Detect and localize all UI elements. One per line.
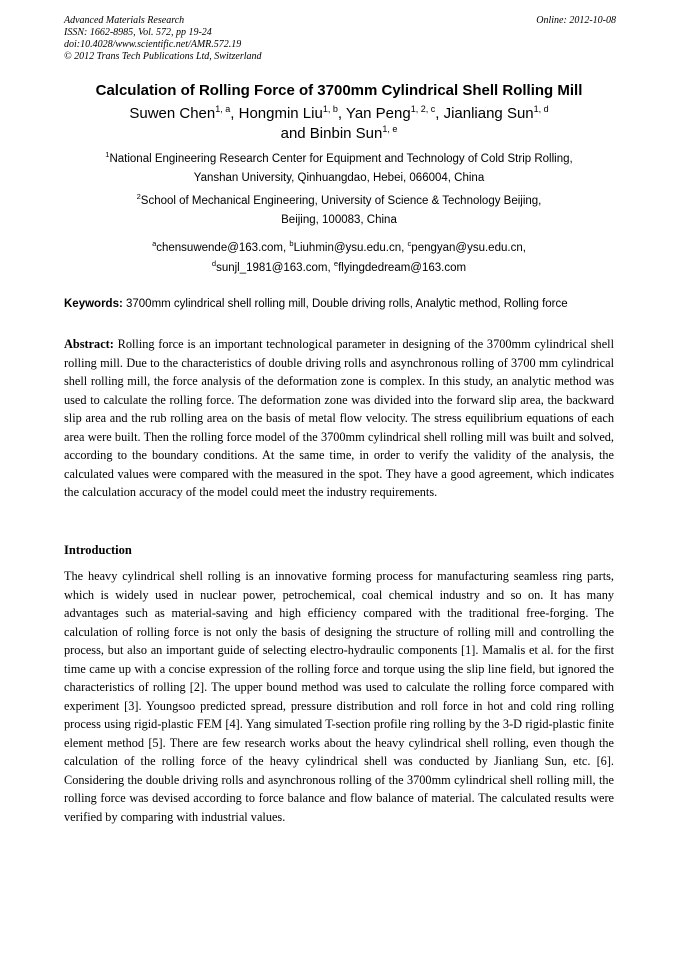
email[interactable]: $^c$pengyan@ysu.edu.cn — [407, 239, 523, 254]
introduction-text: The heavy cylindrical shell rolling is an innovative forming process for manufacturing seamless ring parts, which is widely used in nuclear power, petrochemical, coal chemical industry and so on. It has many advantages such as material-saving and high efficiency compared with the traditional free-forging. The calculation of rolling force is not only the basis of designing the structure of rolling mill and controlling the process, but also an important guide of selecting electro-hydraulic components [1]. Mamalis et al. for the first time came up with a concise expression of the rolling force and torque using the slip line field, but ignored the characteristics of rolling [2]. The upper bound method was used to calculate the rolling force compared with experiment [3]. Youngsoo predicted spread, pressure distribution and roll force in hot and cold ring rolling process using rigid-plastic FEM [4]. Yang simulated T-section profile ring rolling by the 3-D rigid-plastic finite element method [5]. There are few research works about the heavy cylindrical shell rolling, even though the calculation of the rolling force of the heavy cylindrical shell was conducted by Jianliang Sun, etc. [6]. Considering the double driving rolls and asynchronous rolling of the 3700mm cylindrical shell rolling mill, the rolling force was devised according to force balance and flow balance of material. The calculated results were verified by comparing with industrial values. — [64, 569, 614, 824]
introduction-heading: Introduction — [64, 543, 132, 557]
issn-line: ISSN: 1662-8985, Vol. 572, pp 19-24 — [64, 27, 212, 38]
copyright-line: © 2012 Trans Tech Publications Ltd, Switzerland — [64, 51, 262, 62]
author: Suwen Chen$^{1, a}$, — [129, 104, 239, 122]
affiliation-2: $^2$School of Mechanical Engineering, University of Science & Technology Beijing, Beijing, 100083, China — [136, 192, 542, 226]
email[interactable]: $^a$chensuwende@163.com — [152, 239, 284, 254]
author: Yan Peng$^{1, 2, c}$, — [345, 104, 444, 122]
keywords — [64, 296, 624, 312]
journal-name: Advanced Materials Research — [64, 15, 185, 26]
journal-header — [64, 15, 616, 63]
email-list: $^a$chensuwende@163.com, $^b$Liuhmin@ysu.edu.cn, $^c$pengyan@ysu.edu.cn, $^d$sunjl_1981@163.com, $^e$flyingdedream@163.com — [152, 239, 526, 274]
abstract — [64, 335, 614, 502]
paper-title: Calculation of Rolling Force of 3700mm Cylindrical Shell Rolling Mill — [95, 82, 583, 99]
abstract-label: Abstract: — [64, 337, 114, 351]
author-list — [60, 104, 618, 144]
online-date: Online: 2012-10-08 — [536, 15, 616, 26]
author: Jianliang Sun$^{1, d}$ — [443, 104, 549, 122]
affiliation-1: $^1$National Engineering Research Center for Equipment and Technology of Cold Strip Rolling, Yanshan University, Qinhuangdao, Hebei, 066004, China — [105, 150, 573, 184]
doi-line[interactable]: doi:10.4028/www.scientific.net/AMR.572.19 — [64, 39, 242, 50]
email[interactable]: $^e$flyingdedream@163.com — [333, 259, 467, 274]
abstract-text: Rolling force is an important technological parameter in designing of the 3700mm cylindrical shell rolling mill. Due to the characteristics of double driving rolls and asynchronous rolling of 3700 mm cylindrical shell rolling mill, the force analysis of the deformation zone is complex. In this study, an analytic method was used to calculate the rolling force. The deformation zone was divided into the forward slip area, the backward slip area and the rub rolling area on the basis of metal flow velocity. The stress equilibrium equations of each area were built. Then the rolling force model of the 3700mm cylindrical shell rolling mill was built and solved, according to the boundary conditions. At the same time, in order to verify the validity of the analysis, the calculated values were compared with the measured in the spot. They have a good agreement, which indicates the calculation accuracy of the model could meet the industry requirements. — [64, 337, 614, 499]
email[interactable]: $^d$sunjl_1981@163.com — [211, 259, 328, 274]
keywords-text: 3700mm cylindrical shell rolling mill, Double driving rolls, Analytic method, Rolling force — [122, 298, 568, 310]
keywords-label: Keywords: — [64, 298, 123, 310]
email[interactable]: $^b$Liuhmin@ysu.edu.cn — [289, 239, 402, 254]
author: Hongmin Liu$^{1, b}$, — [238, 104, 346, 122]
author: and Binbin Sun$^{1, e}$ — [280, 124, 398, 142]
